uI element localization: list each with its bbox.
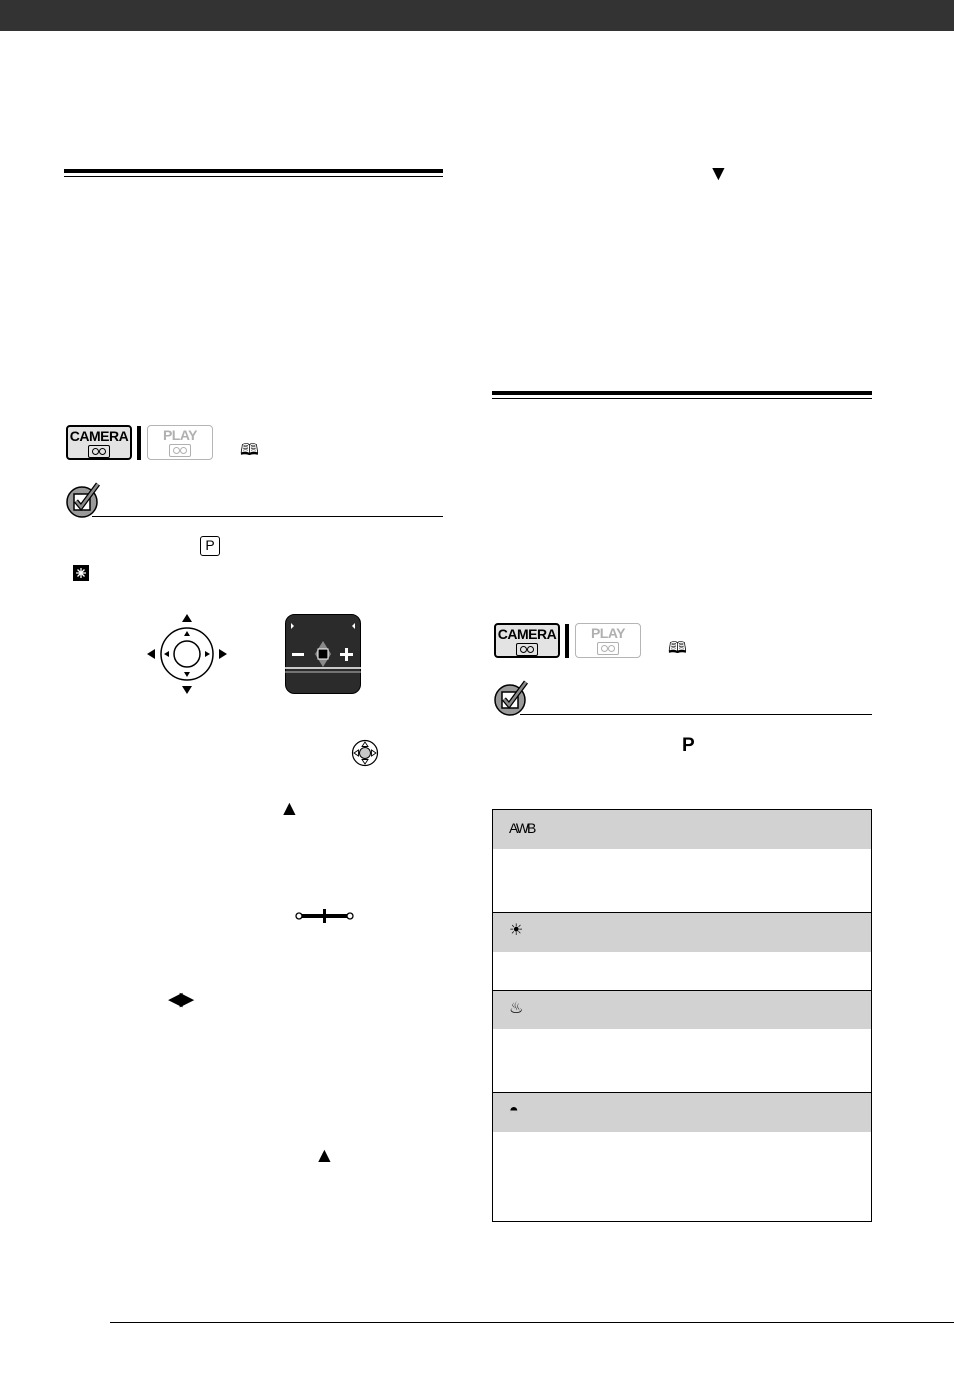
left-right-arrows-icon: ◀▶ [168, 989, 192, 1010]
checklist-icon [65, 481, 105, 519]
wb-row-custom [493, 1092, 871, 1132]
wb-desc-custom [493, 1131, 871, 1221]
wb-desc-auto [493, 849, 871, 912]
wb-row-tungsten [493, 990, 871, 1029]
exposure-display-diagram [285, 614, 361, 694]
section-rule-left [64, 169, 443, 181]
daylight-icon: ☀ [509, 922, 524, 939]
wb-row-daylight [493, 912, 871, 952]
tape-icon [169, 444, 191, 457]
wb-desc-tungsten [493, 1028, 871, 1092]
joystick-small-icon [351, 739, 379, 767]
exposure-icon [73, 565, 89, 581]
camera-mode-badge: CAMERA [66, 425, 132, 460]
tape-icon [88, 445, 110, 458]
tape-icon [597, 642, 619, 655]
checklist-icon [493, 679, 533, 717]
white-balance-table [492, 809, 872, 1222]
tungsten-icon: ♨ [509, 1000, 524, 1017]
play-mode-badge: PLAY [575, 623, 641, 658]
section-rule-right [492, 391, 872, 403]
checklist-rule-right [520, 714, 872, 715]
wb-desc-daylight [493, 951, 871, 990]
up-arrow-icon: ▲ [314, 1144, 335, 1167]
camera-mode-badge: CAMERA [494, 623, 560, 658]
program-mode-box: P [200, 536, 220, 556]
checklist-rule-left [92, 516, 443, 517]
joystick-diagram [146, 613, 228, 695]
book-reference-icon: 🕮 [240, 442, 259, 459]
program-mode-symbol: P [682, 735, 695, 756]
top-header-bar [0, 0, 954, 31]
mode-divider [137, 426, 141, 460]
awb-icon: AWB [509, 820, 535, 836]
custom-wb-icon: ◓ [509, 1102, 519, 1119]
wb-row-auto [493, 810, 871, 849]
footer-rule [110, 1322, 954, 1323]
book-reference-icon: 🕮 [668, 640, 687, 657]
down-arrow-icon: ▼ [708, 162, 729, 185]
play-mode-badge: PLAY [147, 425, 213, 460]
exposure-slider-icon [295, 908, 355, 924]
mode-divider [565, 624, 569, 658]
tape-icon [516, 643, 538, 656]
up-arrow-icon: ▲ [279, 797, 300, 820]
